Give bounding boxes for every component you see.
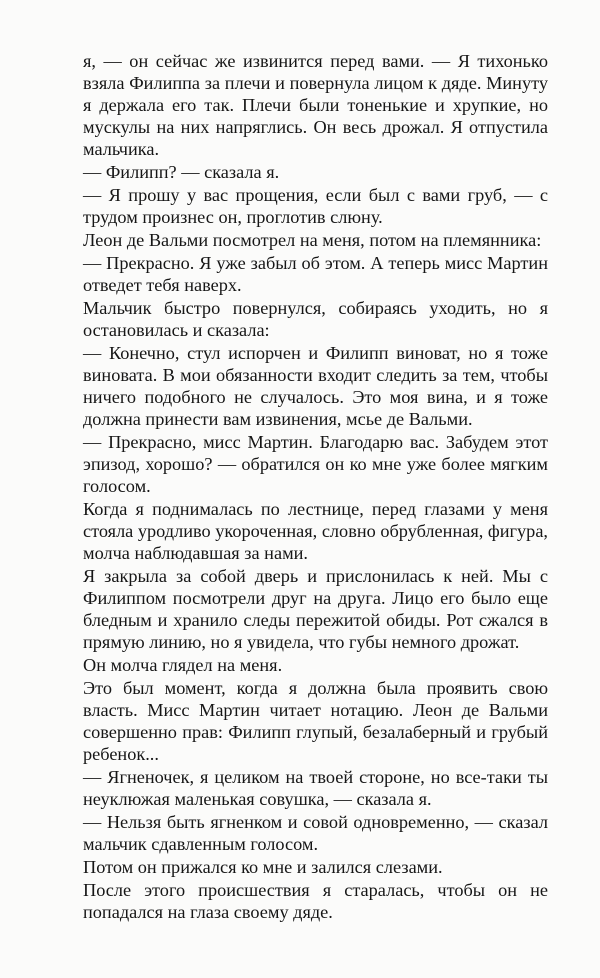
paragraph: — Ягненочек, я целиком на твоей стороне, но все-таки ты неуклюжая маленькая совушка, — сказала я.: [83, 767, 548, 809]
paragraph: Он молча глядел на меня.: [83, 655, 283, 675]
paragraph: — Конечно, стул испорчен и Филипп виноват, но я тоже виновата. В мои обязанности входит следить за тем, чтобы ничего подобного не случалось. Это моя вина, и я тоже должна принести вам извинения, мсье де Вальми.: [83, 343, 548, 429]
paragraph: — Нельзя быть ягненком и совой одновременно, — сказал мальчик сдавленным голосом.: [83, 812, 548, 854]
paragraph: — Я прошу у вас прощения, если был с вами груб, — с трудом произнес он, проглотив слюну.: [83, 185, 548, 227]
paragraph: — Прекрасно, мисс Мартин. Благодарю вас. Забудем этот эпизод, хорошо? — обратился он ко мне уже более мягким голосом.: [83, 432, 548, 496]
paragraph: я, — он сейчас же извинится перед вами. — Я тихонько взяла Филиппа за плечи и повернула лицом к дяде. Минуту я держала его так. Плечи были тоненькие и хрупкие, но мускулы на них напряглись. Он весь дрожал. Я отпустила мальчика.: [83, 51, 548, 159]
paragraph: Мальчик быстро повернулся, собираясь уходить, но я остановилась и сказала:: [83, 298, 548, 340]
paragraph: Когда я поднималась по лестнице, перед глазами у меня стояла уродливо укороченная, словно обрубленная, фигура, молча наблюдавшая за нами.: [83, 499, 548, 563]
page-text: [83, 50, 548, 923]
paragraph: Потом он прижался ко мне и залился слезами.: [83, 857, 443, 877]
paragraph: — Филипп? — сказала я.: [83, 162, 280, 182]
paragraph: — Прекрасно. Я уже забыл об этом. А теперь мисс Мартин отведет тебя наверх.: [83, 253, 548, 295]
paragraph: После этого происшествия я старалась, чтобы он не попадался на глаза своему дяде.: [83, 880, 548, 922]
paragraph: Леон де Вальми посмотрел на меня, потом на племянника:: [83, 230, 542, 250]
paragraph: Это был момент, когда я должна была проявить свою власть. Мисс Мартин читает нотацию. Леон де Вальми совершенно прав: Филипп глупый, безалаберный и грубый ребенок...: [83, 678, 548, 764]
paragraph: Я закрыла за собой дверь и прислонилась к ней. Мы с Филиппом посмотрели друг на друга. Лицо его было еще бледным и хранило следы пережитой обиды. Рот сжался в прямую линию, но я увидела, что губы немного дрожат.: [83, 566, 548, 652]
